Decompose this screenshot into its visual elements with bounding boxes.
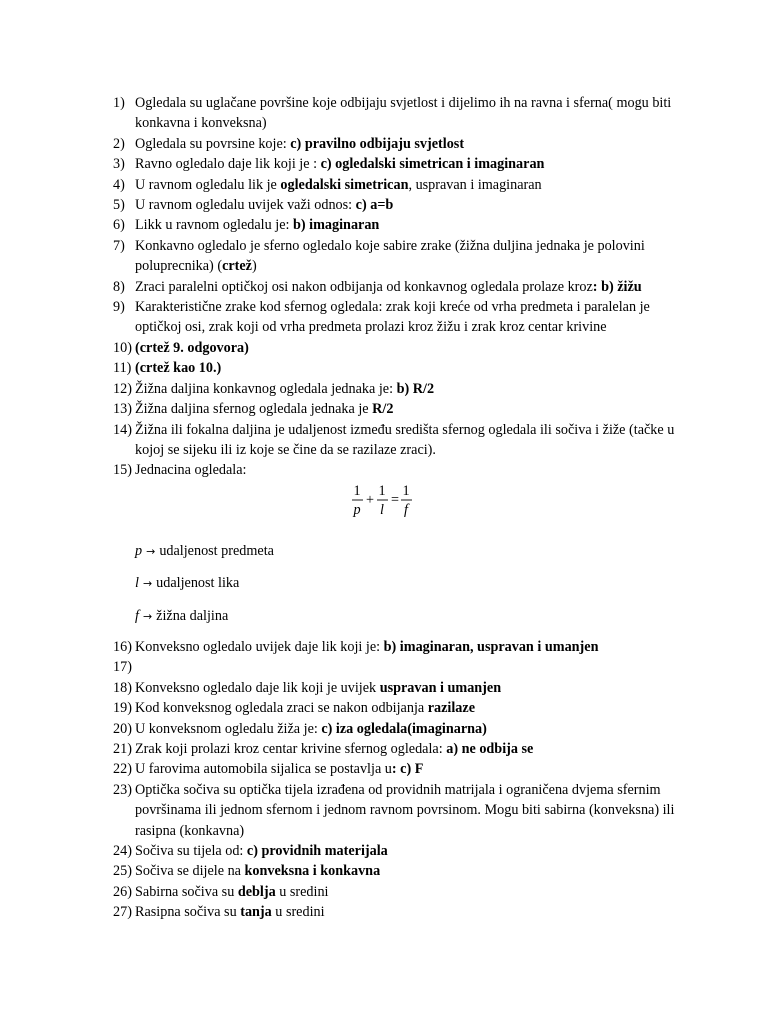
definition-variable: l [135,575,139,592]
list-item [0,420,768,461]
list-item [0,175,768,195]
question-text: ) [251,258,257,275]
item-text [135,741,533,757]
question-text: Likk u ravnom ogledalu je: [135,217,293,234]
question-text: Žižna daljina konkavnog ogledala jednaka je: [135,380,397,397]
item-text [135,177,542,193]
list-item [0,338,768,358]
question-text: Ravno ogledalo daje lik koji je : [135,156,321,173]
answer-text: c) iza ogledala(imaginarna) [321,720,487,737]
list-item [0,134,768,154]
item-text [135,340,249,356]
item-text [135,884,329,900]
answer-text: R/2 [372,401,394,418]
list-item [0,739,768,759]
list-item [0,358,768,378]
item-number: 3) [113,156,125,173]
question-text: Ogledala su uglačane površine koje odbijaju svjetlost i dijelimo ih na ravna i sferna( mogu biti konkavna i konveksna) [135,95,672,132]
list-item [0,399,768,419]
list-item [0,678,768,698]
item-number: 2) [113,135,125,152]
item-number: 25) [113,863,132,880]
question-text: Karakteristične zrake kod sfernog ogledala: zrak koji kreće od vrha predmeta i paralelan je optičkoj osi, zrak koji od vrha predmeta prolazi kroz žižu i zrak kroz centar krivine [135,299,650,336]
equals-sign: = [390,491,400,508]
answer-text: crtež [222,258,252,275]
item-text [135,761,423,777]
list-item [0,195,768,215]
item-number: 23) [113,781,132,798]
item-number: 18) [113,679,132,696]
question-text: Zraci paralelni optičkoj osi nakon odbijanja od konkavnog ogledala prolaze kroz [135,278,593,295]
item-number: 16) [113,638,132,655]
list-item [0,93,768,134]
question-text: Optička sočiva su optička tijela izrađena od providnih matrijala i ograničena dvjema sfernim površinama ili jednom sfernom i jednom ravnom povrsinom. Mogu biti sabirna (konveksna) ili rasipna (konkavna) [135,781,675,839]
question-text: U ravnom ogledalu lik je [135,176,281,193]
answer-text: (crtež kao 10.) [135,360,222,377]
question-text: Jednacina ogledala: [135,462,247,479]
definition-variable: f [135,607,139,624]
answer-text: b) imaginaran, uspravan i umanjen [383,638,599,655]
item-text [135,401,393,417]
document-page [0,93,768,923]
question-text: Žižna daljina sfernog ogledala jednaka je [135,401,373,418]
list-item [0,297,768,338]
answer-text: tanja [240,904,272,921]
answer-text: c) ogledalski simetrican i imaginaran [320,156,545,173]
item-number: 1) [113,95,125,111]
item-text [135,299,650,335]
list-item [0,215,768,235]
item-number: 4) [113,176,125,193]
answer-text: (crtež 9. odgovora) [135,339,249,356]
item-number: 13) [113,401,132,418]
question-text: u sredini [275,883,329,900]
question-text: Ogledala su povrsine koje: [135,135,291,152]
item-number: 11) [113,360,132,377]
item-number: 14) [113,421,132,438]
list-item [0,861,768,881]
item-number: 7) [113,237,125,254]
question-text: Sabirna sočiva su [135,883,238,900]
answer-text: konveksna i konkavna [244,863,381,880]
question-text: U ravnom ogledalu uvijek važi odnos: [135,197,356,214]
definition-variable: p [135,542,143,559]
item-number: 27) [113,904,132,921]
answer-text: c) providnih materijala [246,843,388,859]
item-text [135,279,642,295]
item-text [135,156,544,172]
question-text: Konkavno ogledalo je sferno ogledalo koje sabire zrake (žižna duljina jednaka je polovini poluprecnika) ( [135,237,645,275]
list-item [0,277,768,297]
item-number: 19) [113,700,132,717]
item-text [135,462,246,478]
list-item [0,154,768,174]
question-text: Zrak koji prolazi kroz centar krivine sfernog ogledala: [135,740,447,757]
list-item [0,379,768,399]
item-number: 17) [113,659,132,676]
item-number: 22) [113,761,132,778]
item-text [135,843,388,859]
list-item [0,236,768,277]
item-number: 26) [113,883,132,900]
list-item [0,882,768,902]
plus-sign: + [365,491,375,508]
item-number: 8) [113,278,125,295]
fraction-1-numerator: 1 [353,482,361,499]
item-text [135,904,325,920]
item-text [135,95,671,131]
item-text [135,360,221,376]
answer-text: : c) F [391,761,424,778]
question-text: Kod konveksnog ogledala zraci se nakon odbijanja [135,700,428,717]
item-text [135,197,393,213]
question-text: u sredini [271,904,325,921]
item-text [135,782,674,839]
mirror-equation-formula [340,481,420,525]
item-number: 9) [113,299,125,316]
fraction-3-numerator: 1 [402,482,410,499]
item-number: 20) [113,720,132,737]
question-text: U konveksnom ogledalu žiža je: [135,720,322,737]
definition-f [0,606,768,627]
answer-text: b) imaginaran [293,217,380,234]
answer-text: b) R/2 [396,380,435,397]
list-item [0,841,768,861]
mirror-equation [0,481,768,531]
list-item [0,657,768,677]
item-text [135,721,487,737]
item-text [135,700,475,716]
fraction-1-denominator: p [353,501,361,518]
answer-text: razilaze [427,700,475,717]
list-item [0,460,768,480]
item-text [135,863,380,879]
right-arrow-icon: → [146,544,156,558]
list-item [0,759,768,779]
answer-text: deblja [237,883,276,900]
fraction-3-denominator: f [404,501,408,518]
item-number: 6) [113,217,125,234]
item-number: 15) [113,462,132,479]
item-number: 12) [113,380,132,397]
question-text: Sočiva su tijela od: [135,843,247,859]
definition-text: žižna daljina [156,607,229,624]
question-text: U farovima automobila sijalica se postavlja u [135,761,392,778]
list-item [0,698,768,718]
fraction-2-numerator: 1 [378,482,386,499]
right-arrow-icon: → [142,609,153,623]
question-text: Žižna ili fokalna daljina je udaljenost između središta sfernog ogledala ili sočiva i žiže (tačke u kojoj se sijeku ili iz koje se čine da se razilaze zraci). [135,421,675,458]
answer-text: : b) žižu [592,278,642,295]
list-item [0,719,768,739]
right-arrow-icon: → [142,577,153,591]
answer-text: ogledalski simetrican [280,176,409,193]
item-text [135,680,501,696]
question-text: Konveksno ogledalo daje lik koji je uvijek [135,679,380,696]
item-text [135,422,674,458]
item-number: 21) [113,740,132,757]
list-item [0,780,768,841]
list-item [0,902,768,922]
item-text [135,659,139,675]
list-item [0,637,768,657]
definition-p [0,541,768,562]
item-number: 10) [113,339,132,356]
item-text [135,639,598,655]
answer-text: uspravan i umanjen [379,679,502,696]
item-text [135,136,464,152]
question-list-part-1 [0,93,768,481]
question-text: Konveksno ogledalo uvijek daje lik koji je: [135,638,384,655]
definition-text: udaljenost lika [156,575,240,592]
answer-text: a) ne odbija se [446,740,534,757]
question-list-part-2 [0,637,768,923]
question-text: Sočiva se dijele na [135,863,245,880]
answer-text: c) pravilno odbijaju svjetlost [290,135,465,152]
item-number: 24) [113,843,132,859]
definition-l [0,573,768,594]
fraction-2-denominator: l [380,501,384,518]
answer-text: c) a=b [355,197,394,214]
question-text: , uspravan i imaginaran [408,176,542,193]
question-text: Rasipna sočiva su [135,904,241,921]
item-text [135,217,379,233]
item-number: 5) [113,197,125,214]
item-text [135,238,645,274]
item-text [135,381,434,397]
definition-text: udaljenost predmeta [159,542,274,559]
